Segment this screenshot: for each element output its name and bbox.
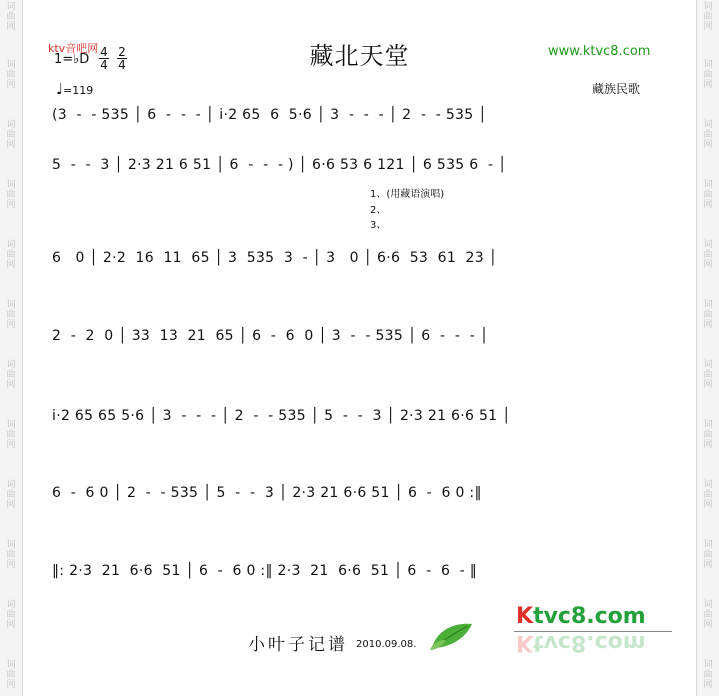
watermark: 词 曲 网	[703, 420, 713, 450]
tempo-marking: ♩=119	[56, 80, 94, 98]
score-row: i·2 65 65 5·6 │ 3 - - - │ 2 - - 535 │ 5 - - 3 │ 2·3 21 6·6 51 │	[52, 408, 511, 424]
verse-note: 2、	[370, 205, 387, 216]
score-row: 6 - 6 0 │ 2 - - 535 │ 5 - - 3 │ 2·3 21 6·6 51 │ 6 - 6 0 :‖	[52, 485, 482, 501]
watermark: 词 曲 网	[6, 480, 16, 510]
time-signature-2-4: 2 4	[118, 45, 126, 72]
watermark: 词 曲 网	[6, 240, 16, 270]
key-signature: 1=♭D	[54, 52, 90, 67]
watermark: 词 曲 网	[6, 660, 16, 690]
watermark: 词 曲 网	[703, 120, 713, 150]
score-row: 5 - - 3 │ 2·3 21 6 51 │ 6 - - - ) │ 6·6 53 6 121 │ 6 535 6 - │	[52, 157, 507, 173]
song-title: 藏北天堂	[309, 42, 410, 70]
watermark: 词 曲 网	[6, 60, 16, 90]
transcription-date: 2010.09.08.	[356, 639, 417, 650]
watermark: 词 曲 网	[703, 480, 713, 510]
score-row: 6 0 │ 2·2 16 11 65 │ 3 535 3 - │ 3 0 │ 6·6 53 61 23 │	[52, 250, 498, 266]
watermark: 词 曲 网	[703, 180, 713, 210]
brand-small-text: ktv音吧网	[48, 42, 99, 55]
watermark: 词 曲 网	[6, 600, 16, 630]
transcriber-credit: 小叶子记谱	[248, 635, 348, 655]
watermark: 词 曲 网	[6, 420, 16, 450]
watermark: 词 曲 网	[6, 120, 16, 150]
right-watermark-strip	[696, 0, 719, 696]
score-row: 2 - 2 0 │ 33 13 21 65 │ 6 - 6 0 │ 3 - - 535 │ 6 - - - │	[52, 328, 489, 344]
watermark: 词 曲 网	[6, 360, 16, 390]
watermark: 词 曲 网	[703, 540, 713, 570]
watermark: 词 曲 网	[703, 300, 713, 330]
watermark: 词 曲 网	[703, 60, 713, 90]
watermark: 词 曲 网	[6, 300, 16, 330]
site-url[interactable]: www.ktvc8.com	[548, 44, 651, 59]
watermark: 词 曲 网	[6, 180, 16, 210]
score-row: ‖: 2·3 21 6·6 51 │ 6 - 6 0 :‖ 2·3 21 6·6 51 │ 6 - 6 - ‖	[52, 563, 478, 579]
watermark: 词 曲 网	[703, 660, 713, 690]
watermark: 词 曲 网	[703, 240, 713, 270]
tea-leaf-icon	[428, 618, 476, 652]
song-source: 藏族民歌	[592, 82, 641, 96]
watermark: 词 曲 网	[6, 540, 16, 570]
watermark: 词 曲 网	[6, 2, 16, 32]
ktvc8-logo-reflection: Ktvc8.com	[516, 630, 646, 655]
left-watermark-strip	[0, 0, 23, 696]
ktvc8-logo: Ktvc8.com	[516, 604, 646, 629]
score-row: (3 - - 535 │ 6 - - - │ i·2 65 6 5·6 │ 3 - - - │ 2 - - 535 │	[52, 107, 487, 123]
watermark: 词 曲 网	[703, 2, 713, 32]
watermark: 词 曲 网	[703, 360, 713, 390]
quarter-note-icon: ♩	[56, 80, 64, 98]
verse-note: 3、	[370, 220, 387, 231]
verse-note: 1、(用藏语演唱)	[370, 189, 445, 200]
time-signature-4-4: 4 4	[100, 45, 108, 72]
watermark: 词 曲 网	[703, 600, 713, 630]
